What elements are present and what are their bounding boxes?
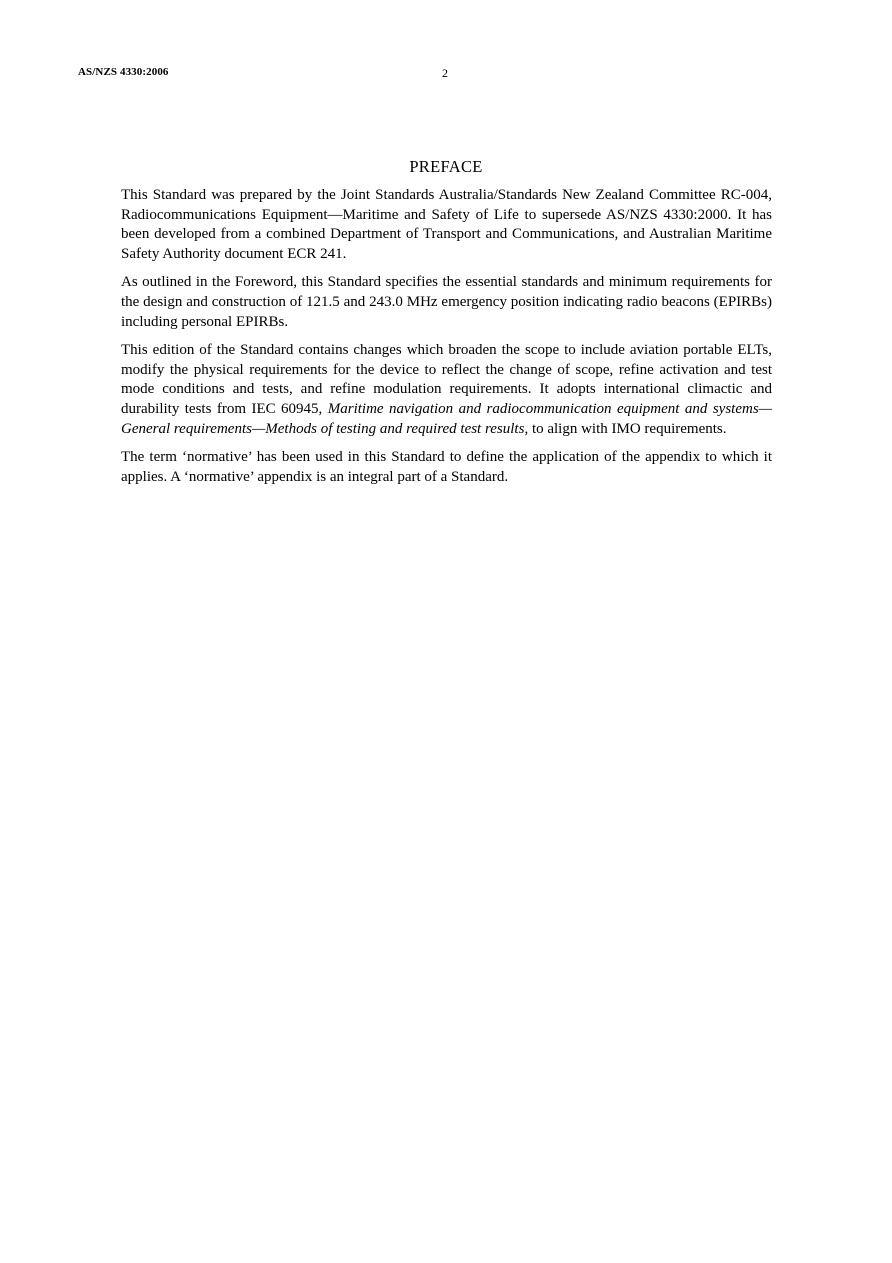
preface-body xyxy=(121,186,772,496)
document-number: AS/NZS 4330:2006 xyxy=(78,66,169,78)
page-number: 2 xyxy=(442,66,448,80)
preface-title: PREFACE xyxy=(409,157,483,176)
preface-paragraph-3 xyxy=(121,341,772,439)
paragraph-3-text-start: This edition of the Standard contains changes which broaden the scope to include aviation portable ELTs, modify the physical requirements for the device to reflect the change of scope, refine activation and test mode conditions and tests, and refine modulation requirements. It adopts international climactic and durability tests from IEC 60945, xyxy=(121,342,772,417)
preface-paragraph-1: This Standard was prepared by the Joint Standards Australia/Standards New Zealand Committee RC-004, Radiocommunications Equipment—Maritime and Safety of Life to supersede AS/NZS 4330:2000. It has been developed from a combined Department of Transport and Communications, and Australian Maritime Safety Authority document ECR 241. xyxy=(121,187,772,262)
iec-standard-title: Maritime navigation and radiocommunication equipment and systems—General requirements—Methods of testing and required test results xyxy=(121,400,772,437)
preface-paragraph-4: The term ‘normative’ has been used in this Standard to define the application of the appendix to which it applies. A ‘normative’ appendix is an integral part of a Standard. xyxy=(121,449,772,485)
preface-paragraph-2: As outlined in the Foreword, this Standard specifies the essential standards and minimum requirements for the design and construction of 121.5 and 243.0 MHz emergency position indicating radio beacons (EPIRBs) including personal EPIRBs. xyxy=(121,274,772,330)
paragraph-3-text-end: , to align with IMO requirements. xyxy=(524,420,727,437)
page-header xyxy=(78,66,448,82)
